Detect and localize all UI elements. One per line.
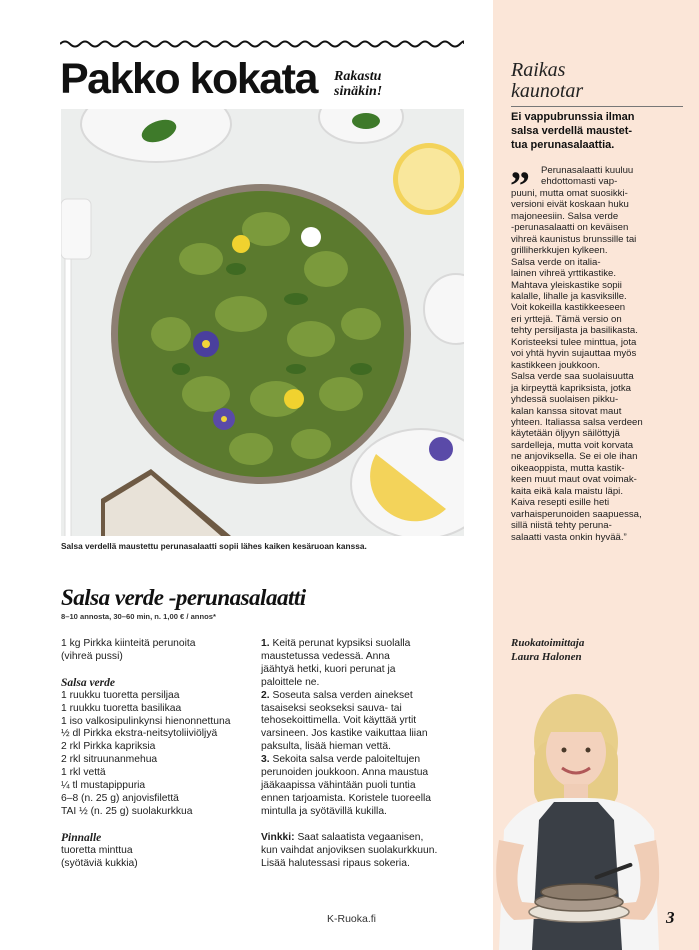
ingredient: (syötäviä kukkia) — [61, 857, 138, 869]
sidebar-body-line: Koristeeksi tulee minttua, jota — [511, 336, 637, 348]
ingredient: 6–8 (n. 25 g) anjovisfilettä — [61, 792, 179, 804]
sidebar-body-line: kastikkeen joukkoon. — [511, 359, 601, 371]
sidebar-lead-line: Ei vappubrunssia ilman — [511, 111, 635, 123]
sidebar-body-line: yhteen. Italiassa salsa verdeen — [511, 416, 643, 428]
sidebar-body-line: ne anjoviksella. Se ei ole ihan — [511, 451, 638, 463]
sidebar-body-line: salaatti vasta onkin hyvää.” — [511, 531, 627, 543]
sidebar-body-line: puuni, mutta omat suosikki- — [511, 187, 628, 199]
step-text: Sekoita salsa verde paloiteltujen — [269, 754, 421, 766]
sidebar-body-line: kalalle, lihalle ja kasviksille. — [511, 290, 627, 302]
step-text: varsineen. Jos kastike vaikuttaa liian — [261, 728, 428, 740]
sidebar-body-line: lainen vihreä yrttikastike. — [511, 268, 617, 280]
wavy-rule — [60, 37, 464, 51]
step-text: perunoiden joukkoon. Anna maustua — [261, 767, 429, 779]
sidebar-title — [511, 60, 583, 102]
step-text: ennen tarjoamista. Koristele tuoreella — [261, 792, 431, 804]
step-text: jäähtyä hetki, kuori perunat ja — [261, 663, 396, 675]
step-text: Soseuta salsa verden ainekset — [269, 689, 413, 701]
sidebar-body-line: tehty persiljasta ja basilikasta. — [511, 325, 638, 337]
step-1 — [261, 638, 461, 690]
sidebar-lead-line: salsa verdellä maustet- — [511, 125, 633, 137]
ingredient: 1 kg Pirkka kiinteitä perunoita — [61, 638, 196, 649]
step-text: Keitä perunat kypsiksi suolalla — [269, 638, 411, 649]
sidebar-body-line: voi yhtä hyvin sujauttaa myös — [511, 348, 637, 360]
ingredient: 1 ruukku tuoretta basilikaa — [61, 702, 182, 714]
sidebar-body-line: oikeaoppista, mutta kastik- — [511, 462, 625, 474]
chef-portrait — [484, 680, 684, 950]
sidebar-body-line: ja kirpeyttä kapriksista, jotka — [511, 382, 631, 394]
sidebar-body-line: Voit kokeilla kastikkeeseen — [511, 302, 626, 314]
sidebar-body-line: grilliherkkujen kylkeen. — [511, 245, 608, 257]
ingredient: TAI ½ (n. 25 g) suolakurkkua — [61, 805, 193, 817]
step-text: mintulla ja syötävillä kukilla. — [261, 805, 387, 817]
sidebar-lead-line: tua perunasalaattia. — [511, 139, 615, 151]
salad-illustration — [61, 109, 464, 536]
sidebar-body-line: Kaiva resepti esille heti — [511, 497, 610, 509]
page-number: 3 — [666, 908, 675, 927]
page-title: Pakko kokata — [60, 55, 317, 103]
tip-label: Vinkki: — [261, 831, 295, 843]
ingredient: 2 rkl sitruunanmehua — [61, 754, 158, 766]
sidebar-body-line: eri yrttejä. Tämä versio on — [511, 313, 622, 325]
ingredient-subheading: Salsa verde — [61, 676, 115, 689]
sidebar-body-line: ehdottomasti vap- — [541, 176, 618, 188]
step-number: 1. — [261, 638, 270, 649]
ingredient: 1 rkl vettä — [61, 767, 106, 779]
tip — [261, 832, 461, 871]
ingredient: 1 iso valkosipulinkynsi hienonnettuna — [61, 715, 231, 727]
sidebar-body — [511, 165, 691, 543]
sidebar-author — [511, 637, 584, 664]
author-role: Ruokatoimittaja — [511, 637, 585, 649]
step-text: tehosekoittimella. Voit käyttää yrtit — [261, 715, 417, 727]
sidebar-body-line: Perunasalaatti kuuluu — [541, 165, 634, 176]
ingredient: ½ dl Pirkka ekstra-neitsytoliiviöljyä — [61, 728, 218, 740]
ingredient-subheading: Pinnalle — [61, 831, 102, 844]
sidebar-title-line: kaunotar — [511, 80, 584, 102]
recipe-steps — [261, 638, 461, 870]
step-text: jääkaapissa vähintään puoli tuntia — [261, 779, 416, 791]
sidebar-body-line: versioni eivät koskaan huku — [511, 199, 629, 211]
author-name: Laura Halonen — [511, 650, 582, 663]
step-text: paksulta, lisää hieman vettä. — [261, 741, 391, 753]
ingredient: ¼ tl mustapippuria — [61, 780, 146, 792]
ingredient: tuoretta minttua — [61, 844, 133, 856]
sidebar-body-line: Salsa verde saa suolaisuutta — [511, 371, 634, 383]
sidebar-body-line: varhaisperunoiden saapuessa, — [511, 508, 642, 520]
ingredient: 2 rkl Pirkka kapriksia — [61, 741, 156, 753]
sidebar-body-line: sillä niistä tehty peruna- — [511, 520, 612, 532]
salad-photo — [61, 109, 464, 536]
footer-site: K-Ruoka.fi — [327, 913, 377, 925]
sidebar-body-line: käytetään öljyyn säilöttyjä — [511, 428, 620, 440]
sidebar-body-line: kaita eikä kala maistu läpi. — [511, 485, 623, 497]
sidebar-lead — [511, 110, 691, 152]
tagline-line: Rakastu — [334, 69, 382, 84]
step-text: tasaiseksi seokseksi sauva- tai — [261, 702, 402, 714]
ingredients-list — [61, 638, 256, 871]
ingredient: 1 ruukku tuoretta persiljaa — [61, 689, 180, 701]
step-number: 3. — [261, 754, 270, 766]
tip-text: Saat salaatista vegaanisen, — [294, 831, 424, 843]
recipe-meta: 8–10 annosta, 30–60 min, n. 1,00 € / annos* — [61, 612, 216, 621]
recipe-title: Salsa verde -perunasalaatti — [61, 585, 306, 610]
step-2 — [261, 690, 461, 755]
sidebar-body-line: vihreä kaunistus brunssille tai — [511, 233, 637, 245]
tagline — [334, 69, 382, 99]
tip-text: kun vaihdat anjoviksen suolakurkkuun. — [261, 844, 438, 856]
sidebar-body-line: sardelleja, mutta voit korvata — [511, 439, 634, 451]
tagline-line: sinäkin! — [334, 84, 383, 99]
sidebar-divider — [511, 106, 683, 107]
sidebar-body-line: majoneesiin. Salsa verde — [511, 210, 619, 222]
sidebar-body-line: -perunasalaatti on keväisen — [511, 222, 629, 234]
sidebar-body-line: Salsa verde on italia- — [511, 256, 601, 268]
step-text: paloittele ne. — [261, 676, 320, 688]
photo-caption: Salsa verdellä maustettu perunasalaatti sopii lähes kaiken kesäruoan kanssa. — [61, 541, 367, 551]
tip-text: Lisää halutessasi ripaus sokeria. — [261, 857, 410, 869]
sidebar-body-line: Mahtava yleiskastike sopii — [511, 279, 622, 291]
step-3 — [261, 754, 461, 819]
sidebar-body-line: yhdessä suolaisen pikku- — [511, 394, 619, 406]
quote-mark-icon: ” — [510, 163, 530, 208]
ingredient: (vihreä pussi) — [61, 650, 123, 662]
sidebar-body-line: kalan kanssa sitovat maut — [511, 405, 622, 417]
sidebar-title-line: Raikas — [511, 59, 566, 81]
sidebar-body-line: keen muut maut ovat voimak- — [511, 474, 637, 486]
step-text: maustetussa vedessä. Anna — [261, 650, 390, 662]
step-number: 2. — [261, 689, 270, 701]
